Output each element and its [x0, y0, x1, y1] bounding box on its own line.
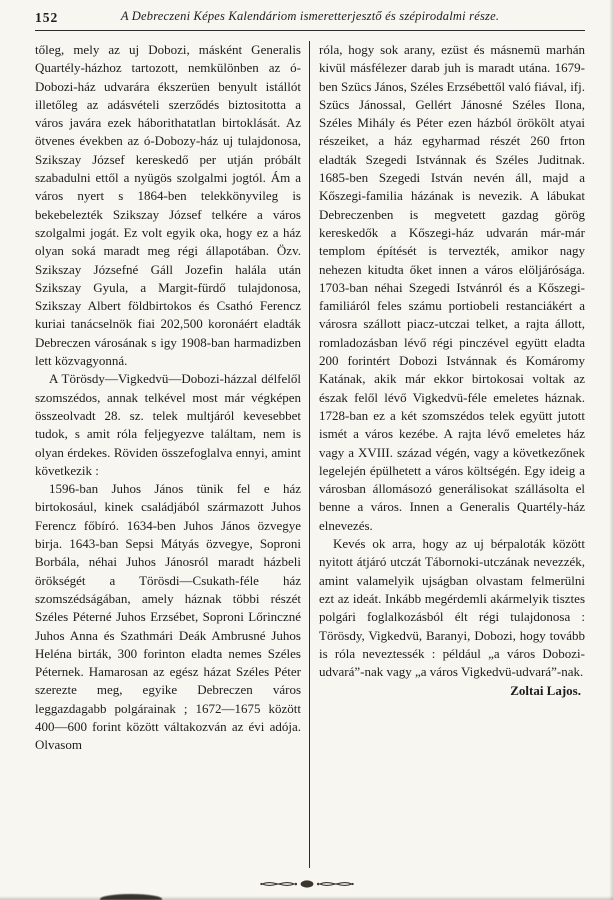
- paragraph: A Törösdy—Vigkedvü—Dobozi-házzal délfelől szomszédos, annak telkével most már végképen összeolvadt 28. sz. telek multjáról kevesebbet tudok, s amit róla feljegyezve találtam, nem is olyan érdekes. Röviden összefoglalva ennyi, amint következik :: [35, 371, 301, 478]
- scan-edge-right: [609, 0, 613, 900]
- paragraph-continuation: tőleg, mely az uj Dobozi, másként Generalis Quartély-házhoz tartozott, nemkülönben az ó-Dobozi-ház udvarára ékszerüen benyult istállót illetőleg az adásvételi szerződés biztositotta a város javára ezek háborithatatlan birtoklását. Az ötvenes években az ó-Dobozy-ház uj tulajdonosa, Szikszay József kereskedő per utján próbált szabadulni ettől a nyügös szolgalmi jogtól. Ám a város nyert s 1864-ben telekkönyvileg is bekebelezték Szikszay József telkére a város szolgalmi jogát. Ez volt egyik oka, hogy ez a ház olyan soká maradt meg régi állapotában. Özv. Szikszay Józsefné Gáll Jozefin halála után Szikszay Gyula, a Margit-fürdő tulajdonosa, Szikszay Albert földbirtokos és Csathó Ferencz kuriai tanácselnök fiai 202,500 koronáért eladták Debreczen városának s igy 1908-ban harmadizben lett közvagyonná.: [35, 42, 301, 369]
- page-number: 152: [35, 10, 59, 25]
- paragraph: Kevés ok arra, hogy az uj bérpaloták között nyitott átjáró utczát Tábornoki-utczának nevezzék, amint valamelyik ujságban olvastam felmerülni ezt az ideát. Inkább megérdemli akármelyik tisztes polgári foglalkozásból élt régi tulajdonosa : Törösdy, Vigkedvü, Baranyi, Dobozi, hogy tovább is róla neveztessék : például „a város Dobozi-udvará”-nak vagy „a város Vigkedvü-udvará”-nak.: [319, 536, 585, 680]
- page-header: [35, 9, 585, 27]
- column-divider: [309, 41, 310, 868]
- author-signature: Zoltai Lajos.: [510, 683, 581, 699]
- running-title: A Debreczeni Képes Kalendáriom ismeretterjesztő és szépirodalmi része.: [120, 9, 500, 23]
- end-ornament-icon: [259, 877, 355, 891]
- right-column: [319, 41, 585, 868]
- scan-artifact-smudge: [100, 894, 162, 900]
- scan-edge-bottom: [0, 896, 613, 900]
- text-columns: [35, 41, 585, 868]
- paragraph-continuation: róla, hogy sok arany, ezüst és másnemü marhán kivül másfélezer darab juh is maradt utána. 1679-ben Szücs János, Széles Erzsébettől való fiával, ifj. Szücs Jánossal, Gellért Jánosné Széles Ilona, Széles Mihály és Péter ezen házból örökölt atyai részeiket, a ház egyharmad részét 260 frton eladták Szegedi Istvánnak és Széles Juditnak. 1685-ben Szegedi István nevén áll, majd a Kőszegi-familia házának is nevezik. A lábukat Debreczenben is megvetett gazdag görög kereskedők a Kőszegi-ház udvarán már-már templom építését is tervezték, amikor nagy nehezen kitudta őket innen a város elöljárósága. 1703-ban néhai Szegedi Istvánról és a Kőszegi-familiáról feles számu portiobeli restanciákért a városra szállott piacz-utczai telket, a rajta állott, romladozásban lévő régi pinczével együtt eladta 200 forintért Dobozi Istvánnak és Komáromy Katának, akik már ekkor birtokosai voltak az észak felől lévő Vigkedvü-féle emeletes háznak. 1728-ban ez a két szomszédos telek együtt jutott ismét a város kezébe. A rajta lévő emeletes ház vagy a XVIII. század végén, vagy a következőnek legelején épülhetett a város költségén. Egy ideig a városban állomásozó generálisokat szállásolta el benne a város. Innen a Generalis Quartély-ház elnevezés.: [319, 42, 585, 533]
- left-column: [35, 41, 301, 868]
- header-rule: [35, 30, 585, 31]
- paragraph: 1596-ban Juhos János tünik fel e ház birtokosául, kinek családjából származott Juhos Ferencz főbíró. 1634-ben Juhos János özvegye birja. 1643-ban Sepsi Mátyás özvegye, Soproni Borbála, néhai Juhos Jánosról maradt házbeli örökségét a Törösdi—Csukath-féle ház szomszédságában, amely háznak többi részét Széles Péterné Juhos Erzsébet, Soproni Lőrinczné Juhos Anna és Szathmári Deák Ambrusné Juhos Heléna birták, 300 forinton eladta nemes Széles Péternek. Hamarosan az egész házat Széles Péter szerezte meg, egyike Debreczen város leggazdagabb polgárainak ; 1672—1675 között 400—600 forint között váltakozván az évi adója. Olvasom: [35, 481, 301, 753]
